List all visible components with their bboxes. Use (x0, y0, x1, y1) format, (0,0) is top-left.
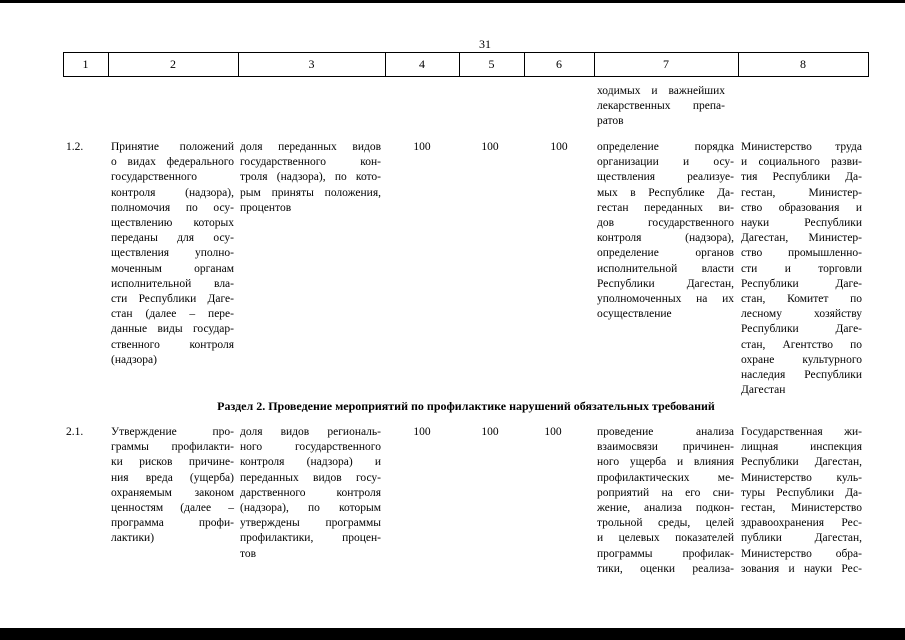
text-line: троля (надзора), по кото- (240, 171, 381, 184)
text-line: уполномоченных на их (597, 293, 734, 306)
text-line: профилактических ме- (597, 471, 734, 484)
text-line: сти и торговли (741, 262, 862, 275)
text-line: ния вреда (ущерба) (111, 471, 234, 484)
text-line: лесному хозяйству (741, 308, 862, 321)
text-line: стан, Комитет по (741, 293, 862, 306)
text-line: определение порядка (597, 141, 734, 153)
text-line: гестан переданных ви- (597, 201, 734, 214)
carry-over-col7 (597, 84, 725, 130)
table-header (63, 52, 869, 76)
header-col-5: 5 (488, 57, 495, 71)
text-line: Республики Даге- (741, 277, 862, 290)
header-col-1: 1 (82, 57, 89, 71)
header-col-2: 2 (170, 57, 176, 71)
text-line: государственного кон- (240, 156, 381, 169)
text-line: (надзора) (111, 353, 157, 366)
text-line: определение органов (597, 247, 734, 260)
text-line: стан, Агентство по (741, 338, 862, 351)
row-1-2-content (597, 140, 734, 322)
text-line: стан (далее – пере- (111, 308, 234, 321)
row-2-1-value-2023: 100 (481, 426, 499, 438)
text-line: зования и науки Рес- (741, 562, 862, 575)
text-line: (надзора), по которым (240, 502, 381, 515)
text-line: моченным органам (111, 262, 234, 275)
page-number: 31 (479, 37, 491, 51)
header-bottom-rule (63, 76, 869, 77)
text-line: ществлению которых (111, 217, 234, 230)
row-number: 1.2. (66, 141, 84, 153)
text-line: ки рисков причине- (111, 456, 234, 469)
text-line: гестан, Министерство (741, 502, 862, 515)
scan-border-top (0, 0, 905, 3)
text-line: охране культурного (741, 353, 862, 366)
text-line: переданы для осу- (111, 232, 234, 245)
text-line: дарственного контроля (240, 486, 381, 499)
row-2-1-content (597, 425, 734, 577)
text-line: граммы профилакти- (111, 441, 234, 454)
text-line: данные виды государ- (111, 323, 234, 336)
col-divider (238, 52, 239, 77)
text-line: Дагестан (741, 384, 786, 397)
row-1-2-value-2024: 100 (550, 141, 568, 153)
text-line: Министерство труда (741, 141, 862, 153)
text-line: проведение анализа (597, 426, 734, 438)
row-2-1-value-2024: 100 (544, 426, 562, 438)
row-1-2-indicator (240, 140, 381, 216)
text-line: доля переданных видов (240, 141, 381, 153)
text-line: сти Республики Даге- (111, 293, 234, 306)
row-1-2-measure (111, 140, 234, 368)
text-line: здравоохранения Рес- (741, 517, 862, 530)
header-col-4: 4 (419, 57, 425, 71)
text-line: рым приняты положения, (240, 186, 381, 199)
text-line: тия Республики Да- (741, 171, 862, 184)
text-line: Дагестан, Министер- (741, 232, 862, 245)
row-1-2-responsible (741, 140, 862, 398)
text-line: исполнительной вла- (111, 277, 234, 290)
text-line: взаимосвязи причинен- (597, 441, 734, 454)
text-line: Государственная жи- (741, 426, 862, 438)
text-line: государственного (111, 171, 197, 184)
text-line: Министерство куль- (741, 471, 862, 484)
text-line: мых в Республике Да- (597, 186, 734, 199)
text-line: программы профилак- (597, 547, 734, 560)
text-line: программа профи- (111, 517, 234, 530)
header-col-3: 3 (308, 57, 315, 71)
text-line: Республики Дагестан, (741, 456, 862, 469)
text-line: и социального разви- (741, 156, 862, 169)
row-2-1-measure (111, 425, 234, 547)
text-line: тики, оценки реализа- (597, 562, 734, 575)
text-line: осуществление (597, 308, 672, 321)
text-line: организации и осу- (597, 156, 734, 169)
section-title: Раздел 2. Проведение мероприятий по профилактике нарушений обязательных требований (217, 399, 715, 413)
text-line: гестан, Министер- (741, 186, 862, 199)
text-line: контроля (надзора), (597, 232, 734, 245)
text-line: лактики) (111, 532, 155, 545)
header-col-6: 6 (556, 57, 562, 71)
text-line: о видах федерального (111, 156, 234, 169)
header-col-8: 8 (800, 57, 806, 71)
text-line: туры Республики Да- (741, 486, 862, 499)
text-line: Принятие положений (111, 141, 234, 153)
text-line: наследия Республики (741, 369, 862, 382)
text-line: Министерство обра- (741, 547, 862, 560)
row-1-2-value-2022: 100 (413, 141, 431, 153)
text-line: публики Дагестан, (741, 532, 862, 545)
text-line: процентов (240, 201, 292, 214)
text-line: ного государственного (240, 441, 381, 454)
text-line: ществления уполно- (111, 247, 234, 260)
text-line: контроля (надзора) и (240, 456, 381, 469)
text-line: трольной среды, целей (597, 517, 734, 530)
text-line: профилактики, процен- (240, 532, 381, 545)
text-line: переданных видов госу- (240, 471, 381, 484)
text-line: охраняемым законом (111, 486, 234, 499)
text-line: лекарственных препа- (597, 100, 725, 113)
text-line: ственного контроля (111, 338, 234, 351)
text-line: контроля (надзора), (111, 186, 234, 199)
text-line: Утверждение про- (111, 426, 234, 438)
text-line: и целевых показателей (597, 532, 734, 545)
text-line: роприятий на его сни- (597, 486, 734, 499)
text-line: ного ущерба и влияния (597, 456, 734, 469)
row-2-1-indicator (240, 425, 381, 562)
text-line: ценностям (далее – (111, 502, 234, 515)
text-line: ществления реализуе- (597, 171, 734, 184)
text-line: ходимых и важнейших (597, 85, 725, 97)
text-line: Республики Дагестан, (597, 277, 734, 290)
row-2-1-value-2022: 100 (413, 426, 431, 438)
text-line: дов государственного (597, 217, 734, 230)
text-line: ратов (597, 115, 624, 128)
text-line: полномочия по осу- (111, 201, 234, 214)
row-2-1-responsible (741, 425, 862, 577)
text-line: науки Республики (741, 217, 862, 230)
scan-border-bottom (0, 628, 905, 640)
header-col-7: 7 (663, 57, 669, 71)
text-line: доля видов региональ- (240, 426, 381, 438)
text-line: Республики Даге- (741, 323, 862, 336)
text-line: исполнительной власти (597, 262, 734, 275)
text-line: жение, анализа подкон- (597, 502, 734, 515)
row-1-2-value-2023: 100 (481, 141, 499, 153)
text-line: утверждены программы (240, 517, 381, 530)
text-line: ство промышленно- (741, 247, 862, 260)
text-line: ство образования и (741, 201, 862, 214)
row-number: 2.1. (66, 426, 84, 438)
text-line: тов (240, 547, 257, 560)
text-line: лищная инспекция (741, 441, 862, 454)
